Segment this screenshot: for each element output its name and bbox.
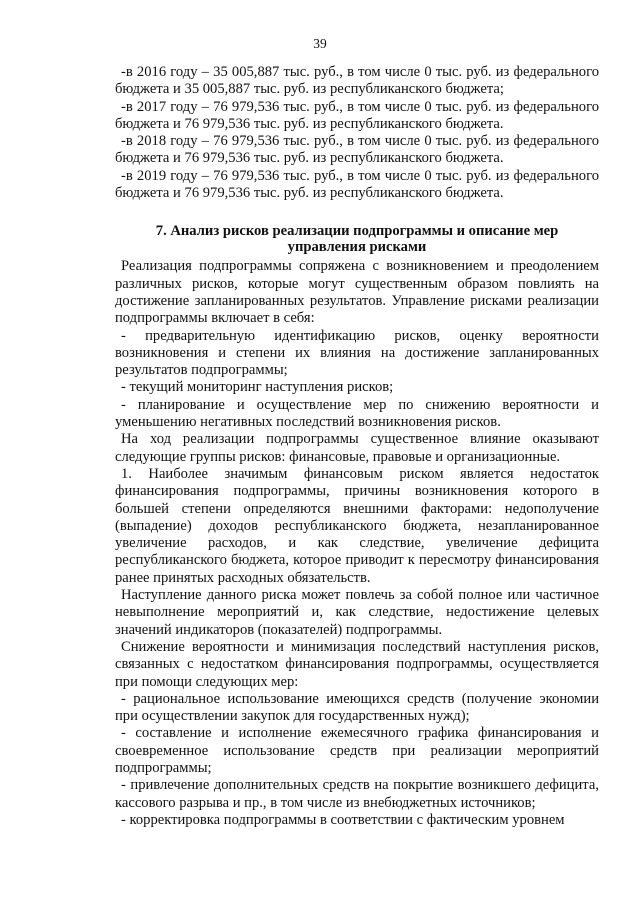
paragraph-financial-risk: 1. Наиболее значимым финансовым риском является недостаток финансирования подпрограммы, причины возникновения которого в большей степени определяются внешними факторами: недополучение (выпадение) доходов республиканского бюджета, незапланированное увеличение расходов, и как следствие, увеличение дефицита республиканского бюджета, которое приводит к пересмотру финансирования ранее принятых расходных обязательств. bbox=[115, 465, 599, 586]
list-item-additional-funds: - привлечение дополнительных средств на покрытие возникшего дефицита, кассового разрыва и пр., в том числе из внебюджетных источников; bbox=[115, 777, 599, 811]
budget-line-2016: -в 2016 году – 35 005,887 тыс. руб., в том числе 0 тыс. руб. из федерального бюджета и 35 005,887 тыс. руб. из республиканского бюджета; bbox=[115, 64, 599, 98]
list-item-risk-planning: - планирование и осуществление мер по снижению вероятности и уменьшению негативных последствий возникновения рисков. bbox=[115, 396, 599, 431]
budget-line-2017: -в 2017 году – 76 979,536 тыс. руб., в том числе 0 тыс. руб. из федерального бюджета и 76 979,536 тыс. руб. из республиканского бюджета. bbox=[115, 98, 599, 132]
list-item-risk-monitoring: - текущий мониторинг наступления рисков; bbox=[121, 379, 394, 396]
budget-line-2018: -в 2018 году – 76 979,536 тыс. руб., в том числе 0 тыс. руб. из федерального бюджета и 76 979,536 тыс. руб. из республиканского бюджета. bbox=[115, 133, 599, 167]
document-body bbox=[115, 64, 599, 829]
list-item-program-adjustment: - корректировка подпрограммы в соответствии с фактическим уровнем bbox=[121, 811, 565, 828]
paragraph-risk-management-intro: Реализация подпрограммы сопряжена с возникновением и преодолением различных рисков, которые могут существенным образом повлиять на достижение запланированных результатов. Управление рисками реализации подпрограммы включает в себя: bbox=[115, 258, 599, 327]
page-number: 39 bbox=[313, 36, 327, 51]
section-heading: 7. Анализ рисков реализации подпрограммы и описание мер управления рисками bbox=[155, 223, 559, 256]
list-item-rational-use: - рациональное использование имеющихся средств (получение экономии при осуществлении закупок для государственных нужд); bbox=[115, 690, 599, 725]
list-item-financing-schedule: - составление и исполнение ежемесячного графика финансирования и своевременное использование средств при реализации мероприятий подпрограммы; bbox=[115, 725, 599, 776]
paragraph-risk-groups: На ход реализации подпрограммы существенное влияние оказывают следующие группы рисков: финансовые, правовые и организационные. bbox=[115, 431, 599, 465]
paragraph-risk-consequences: Наступление данного риска может повлечь за собой полное или частичное невыполнение мероприятий и, как следствие, недостижение целевых значений индикаторов (показателей) подпрограммы. bbox=[115, 587, 599, 638]
paragraph-risk-mitigation: Снижение вероятности и минимизация последствий наступления рисков, связанных с недостатком финансирования подпрограммы, осуществляется при помощи следующих мер: bbox=[115, 638, 599, 690]
list-item-risk-identification: - предварительную идентификацию рисков, оценку вероятности возникновения и степени их влияния на достижение запланированных результатов подпрограммы; bbox=[115, 327, 599, 379]
budget-line-2019: -в 2019 году – 76 979,536 тыс. руб., в том числе 0 тыс. руб. из федерального бюджета и 76 979,536 тыс. руб. из республиканского бюджета. bbox=[115, 167, 599, 202]
